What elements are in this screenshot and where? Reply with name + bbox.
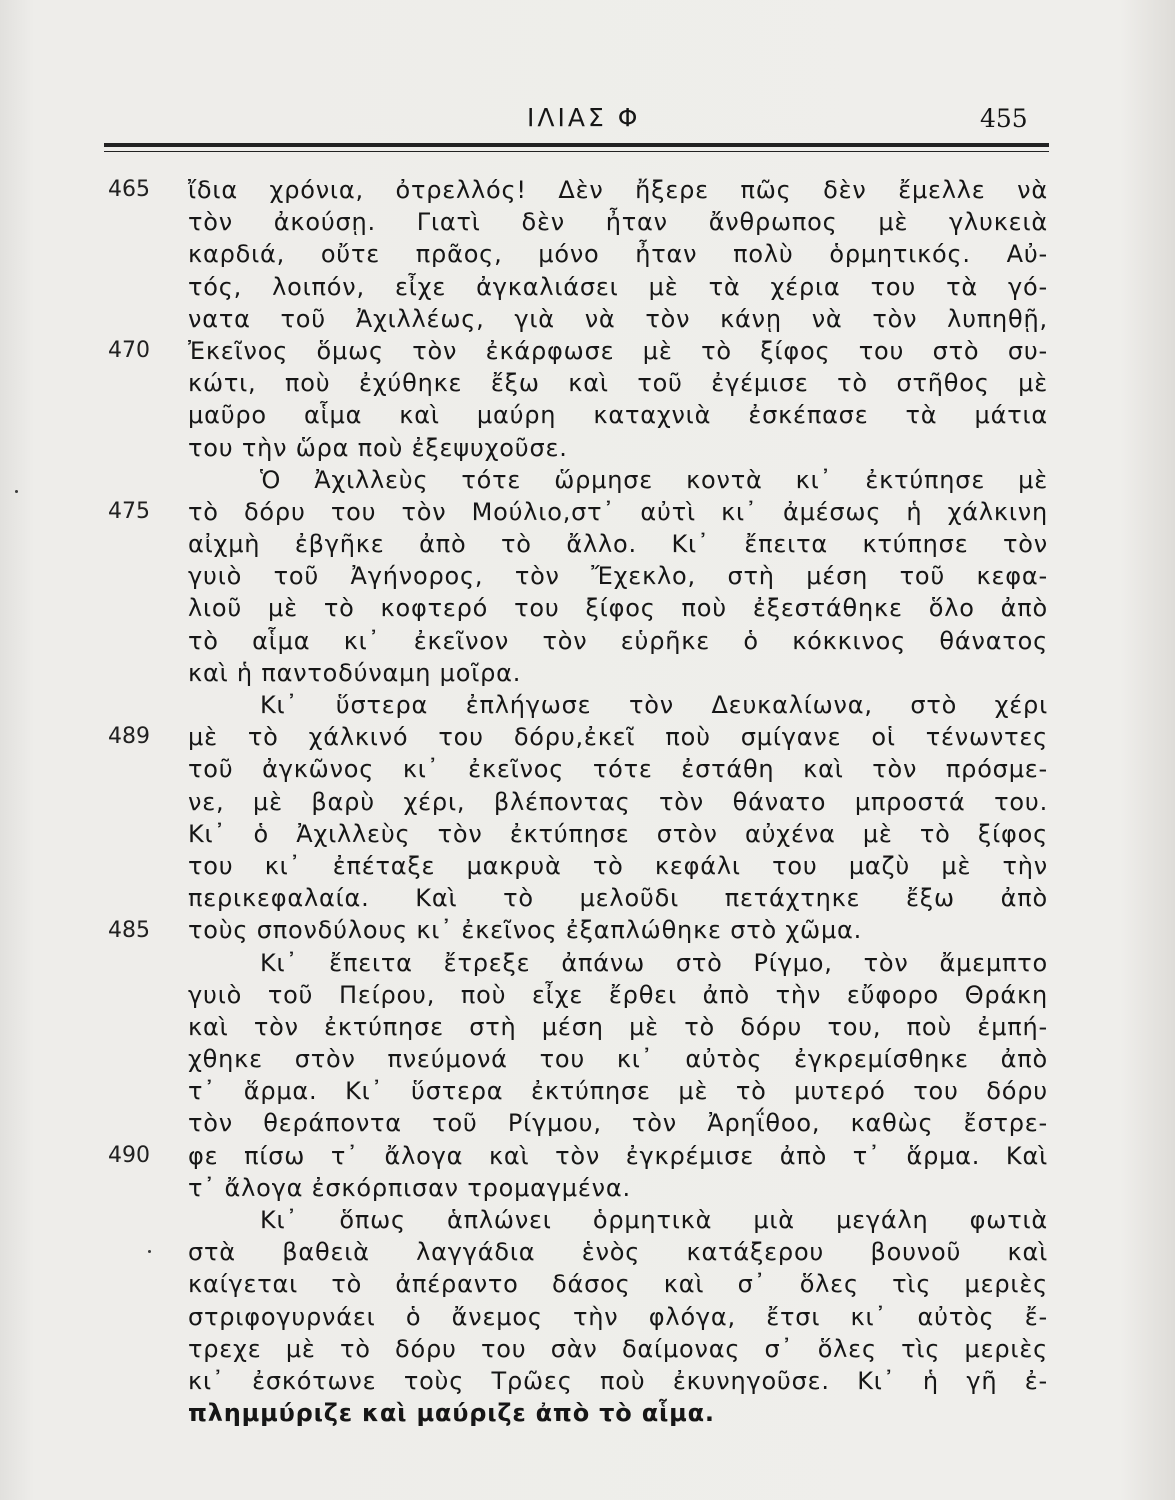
text-line: περικεφαλαία. Καὶ τὸ μελοῦδι πετάχτηκε ἔξω ἀπὸ: [188, 884, 1048, 913]
text-line: στὰ βαθειὰ λαγγάδια ἑνὸς κατάξερου βουνοῦ καὶ: [188, 1238, 1048, 1267]
stray-mark: [148, 1250, 151, 1253]
poem-text-block: [188, 174, 1048, 1429]
text-line: Κι᾽ ὅπως ἁπλώνει ὁρμητικὰ μιὰ μεγάλη φωτιὰ: [260, 1206, 1048, 1234]
text-line: μὲ τὸ χάλκινό του δόρυ,ἐκεῖ ποὺ σμίγανε οἱ τένωντες: [188, 723, 1048, 752]
header-rule-thin: [104, 151, 1049, 152]
line-number: 489: [108, 724, 150, 750]
line-number: 470: [108, 338, 150, 363]
text-line: γυιὸ τοῦ Ἀγήνορος, τὸν Ἔχεκλο, στὴ μέση τοῦ κεφα-: [188, 562, 1048, 591]
text-line: του τὴν ὥρα ποὺ ἐξεψυχοῦσε.: [188, 433, 568, 462]
line-number: 465: [108, 177, 150, 202]
text-line: τὸ αἷμα κι᾽ ἐκεῖνον τὸν εὑρῆκε ὁ κόκκινος θάνατος: [188, 626, 1048, 655]
text-line: ἴδια χρόνια, ὀτρελλός! Δὲν ἤξερε πῶς δὲν ἔμελλε νὰ: [188, 176, 1048, 204]
text-line: τ᾽ ἅρμα. Κι᾽ ὕστερα ἐκτύπησε μὲ τὸ μυτερό του δόρυ: [188, 1077, 1048, 1106]
running-title: ΙΛΙΑΣ Φ: [527, 103, 641, 132]
text-line: φε πίσω τ᾽ ἄλογα καὶ τὸν ἐγκρέμισε ἀπὸ τ᾽ ἅρμα. Καὶ: [188, 1141, 1048, 1170]
header-rule-thick: [104, 143, 1049, 147]
text-line: Κι᾽ ὕστερα ἐπλήγωσε τὸν Δευκαλίωνα, στὸ χέρι: [260, 691, 1048, 719]
text-line: τὸ δόρυ του τὸν Μούλιο,στ᾽ αὐτὶ κι᾽ ἀμέσως ἡ χάλκινη: [188, 497, 1048, 526]
text-line: καίγεται τὸ ἀπέραντο δάσος καὶ σ᾽ ὅλες τὶς μεριὲς: [188, 1270, 1048, 1299]
text-line: τοὺς σπονδύλους κι᾽ ἐκεῖνος ἐξαπλώθηκε στὸ χῶμα.: [188, 916, 863, 945]
text-line: τ᾽ ἄλογα ἐσκόρπισαν τρομαγμένα.: [188, 1173, 631, 1202]
text-line: Κι᾽ ὁ Ἀχιλλεὺς τὸν ἐκτύπησε στὸν αὐχένα μὲ τὸ ξίφος: [188, 819, 1048, 848]
text-line: πλημμύριζε καὶ μαύριζε ἀπὸ τὸ αἷμα.: [188, 1399, 715, 1428]
text-line: τρεχε μὲ τὸ δόρυ του σὰν δαίμονας σ᾽ ὅλες τὶς μεριὲς: [188, 1334, 1048, 1363]
text-line: στριφογυρνάει ὁ ἄνεμος τὴν φλόγα, ἔτσι κι᾽ αὐτὸς ἔ-: [188, 1302, 1048, 1331]
stray-mark: [15, 490, 18, 493]
text-line: αἰχμὴ ἐβγῆκε ἀπὸ τὸ ἄλλο. Κι᾽ ἔπειτα κτύπησε τὸν: [188, 530, 1048, 559]
line-number: 475: [108, 499, 150, 524]
text-line: καρδιά, οὔτε πρᾶος, μόνο ἦταν πολὺ ὁρμητικός. Αὐ-: [188, 240, 1048, 269]
text-line: γυιὸ τοῦ Πείρου, ποὺ εἶχε ἔρθει ἀπὸ τὴν εὔφορο Θράκη: [188, 980, 1048, 1009]
text-line: τοῦ ἀγκῶνος κι᾽ ἐκεῖνος τότε ἐστάθη καὶ τὸν πρόσμε-: [188, 755, 1048, 784]
text-line: του κι᾽ ἐπέταξε μακρυὰ τὸ κεφάλι του μαζὺ μὲ τὴν: [188, 851, 1048, 880]
text-line: νατα τοῦ Ἀχιλλέως, γιὰ νὰ τὸν κάνῃ νὰ τὸν λυπηθῇ,: [188, 304, 1048, 333]
page-number: 455: [980, 104, 1028, 133]
line-number: 485: [108, 917, 150, 943]
text-line: τός, λοιπόν, εἶχε ἀγκαλιάσει μὲ τὰ χέρια του τὰ γό-: [188, 272, 1048, 301]
text-line: τὸν ἀκούσῃ. Γιατὶ δὲν ἦταν ἄνθρωπος μὲ γλυκειὰ: [188, 208, 1048, 237]
text-line: μαῦρο αἷμα καὶ μαύρη καταχνιὰ ἐσκέπασε τὰ μάτια: [188, 401, 1048, 430]
text-line: Ὁ Ἀχιλλεὺς τότε ὥρμησε κοντὰ κι᾽ ἐκτύπησε μὲ: [260, 465, 1048, 494]
text-line: Ἐκεῖνος ὅμως τὸν ἐκάρφωσε μὲ τὸ ξίφος του στὸ συ-: [188, 336, 1048, 365]
text-line: καὶ τὸν ἐκτύπησε στὴ μέση μὲ τὸ δόρυ του, ποὺ ἐμπή-: [188, 1012, 1048, 1041]
text-line: χθηκε στὸν πνεύμονά του κι᾽ αὐτὸς ἐγκρεμίσθηκε ἀπὸ: [188, 1045, 1048, 1074]
text-line: τὸν θεράποντα τοῦ Ρίγμου, τὸν Ἀρηΐθοο, καθὼς ἔστρε-: [188, 1109, 1048, 1138]
text-line: κώτι, ποὺ ἐχύθηκε ἔξω καὶ τοῦ ἐγέμισε τὸ στῆθος μὲ: [188, 369, 1048, 398]
text-line: καὶ ἡ παντοδύναμη μοῖρα.: [188, 658, 522, 687]
text-line: Κι᾽ ἔπειτα ἔτρεξε ἀπάνω στὸ Ρίγμο, τὸν ἄμεμπτο: [260, 948, 1048, 977]
line-number: 490: [108, 1143, 150, 1168]
text-line: κι᾽ ἐσκότωνε τοὺς Τρῶες ποὺ ἐκυνηγοῦσε. Κι᾽ ἡ γῆ ἐ-: [188, 1366, 1048, 1395]
text-line: νε, μὲ βαρὺ χέρι, βλέποντας τὸν θάνατο μπροστά του.: [188, 787, 1048, 816]
text-line: λιοῦ μὲ τὸ κοφτερό του ξίφος ποὺ ἐξεστάθηκε ὅλο ἀπὸ: [188, 594, 1048, 623]
